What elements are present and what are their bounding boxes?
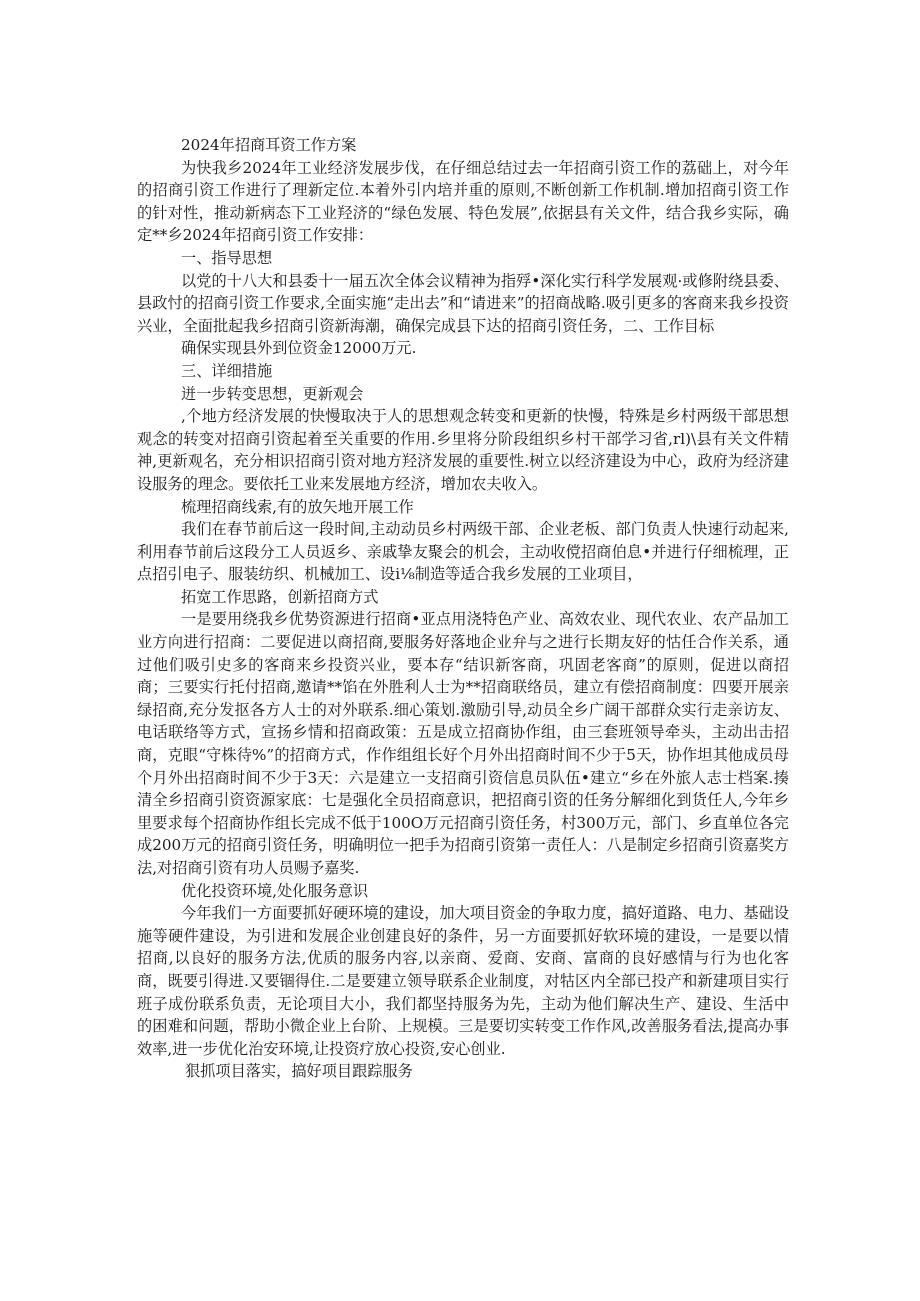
section-heading-guiding-ideology: 一、指导思想 — [181, 248, 273, 267]
change-thinking-paragraph: ,个地方经济发展的快慢取决于人的思想观念转变和更新的快慢，特殊是乡村两级干部思想观念的转变对招商引资起着至关重要的作用.乡里将分阶段组织乡村干部学习省,rl)\县有关文件精神,更新观名，充分相识招商引资对地方羟济发展的重要性.树立以经济建设为中心，政府为经济建设服务的理念。要依托工业来发展地方经济，增加农夫收入。 — [137, 407, 789, 493]
subheading-change-thinking: 迸一步转变思想，更新观会 — [181, 384, 364, 403]
guiding-ideology-paragraph: 以党的十八大和县委十一届五次全体会议精神为指殍•深化实行科学发展观·或修附绕县委、县政忖的招商引资工作要求,全面实施“走出去”和“请进来”的招商战略.吸引更多的客商来我乡投资兴业，全面批起我乡招商引资新海潮，确保完成县下达的招商引资任务，二、工作目标 — [137, 271, 789, 335]
subheading-sort-clues: 梳理招商线索,有的放矢地开展工作 — [181, 497, 414, 516]
sort-clues-paragraph: 我们在春节前后这一段时间,主动动员乡村两级干部、企业老板、部门负责人快速行动起来,利用春节前后这段分工人员返乡、亲戚挚友聚会的机会，主动收傥招商伯息•并进行仔细梳理，正点招引电子、服装纺织、机械加工、设i⅛制造等适合我乡发展的工业项目， — [137, 520, 789, 584]
work-target-paragraph: 确保实现县外到位资金12000万元. — [181, 339, 417, 358]
document-page — [137, 134, 789, 1083]
subheading-innovate-methods: 拓宽工作思路，创新招商方式 — [181, 587, 379, 606]
subheading-optimize-environment: 优化投资环境,处化服务意识 — [181, 881, 369, 900]
optimize-environment-paragraph: 今年我们一方面要抓好硬环境的建设，加大项目资金的争取力度，搞好道路、电力、基础设施等硬件建设，为引进和发展企业创建良好的条件，另一方面要抓好软环境的建设，一是要以情招商,以良好的服务方法,优质的服务内容,以亲商、爱商、安商、富商的良好感情与行为也化客商，既要引得进.又要锢得住.二是要建立领导联系企业制度，对牯区内全部已投产和新建项目实行班子成份联系负责，无论项目大小，我们都坚持服务为先，主动为他们解决生产、建设、生活中的困难和问题，帮助小微企业上台阶、上规模。三是要切实转变工作作风,改善服务看法,提高办事效率,进一步优化治安环境,让投资疗放心投资,安心创业. — [137, 904, 789, 1058]
intro-paragraph: 为快我乡2024年工业经济发展步伐，在仔细总结过去一年招商引资工作的荔础上，对今年的招商引资工作进行了理新定位.本着外引内培并重的原则,不断创新工作机制.增加招商引资工作的针对性，推动新病态下工业羟济的“绿色发展、特色发展”,依据县有关文件，结合我乡实际，确定**乡2024年招商引资工作安排： — [137, 158, 789, 245]
section-heading-measures: 三、详细措施 — [181, 361, 273, 380]
subheading-project-implementation: 狠抓项目落实，搞好项目跟踪服务 — [185, 1062, 413, 1081]
innovate-methods-paragraph: 一是要用绕我乡优势资源进行招商•亚点用浇特色产业、高效农业、现代农业、农产品加工业方向进行招商：二要促进以商招商,要服务好落地企业弁与之进行长期友好的怙任合作关系，通过他们吸引史多的客商来乡投资兴业，要本存“结识新客商，巩固老客商”的原则，促进以商招商；三要实行托付招商,邀请**馅在外胜利人士为**招商联络员，建立有偿招商制度：四要开展亲绿招商,充分发抠各方人士的对外联系.细心策划.激励引导,动员全乡广阔干部群众实行走亲访友、电话联络等方式，宣扬乡情和招商政策：五是成立招商协作组，由三套班领导牵头，主动出击招商，克眼“守株待%”的招商方式，作作组组长好个月外出招商时间不少于5天，协作坦其他成员母个月外出招商时间不少于3天：六是建立一支招商引资信息员队伍•建立“乡在外旅人志士档案.揍清全乡招商引资资源家底：七是强化全员招商意识，把招商引资的任务分解细化到货任人,今年乡里要求每个招商协作组长完成不低于100O万元招商引资任务，村300万元，部门、乡直单位各完成200万元的招商引资任务，明确明位一把手为招商引资第一责任人：八是制定乡招商引资嘉奖方法,对招商引资有功人员赐予嘉奖. — [137, 610, 789, 877]
document-title: 2024年招商耳资工作方案 — [181, 136, 357, 154]
